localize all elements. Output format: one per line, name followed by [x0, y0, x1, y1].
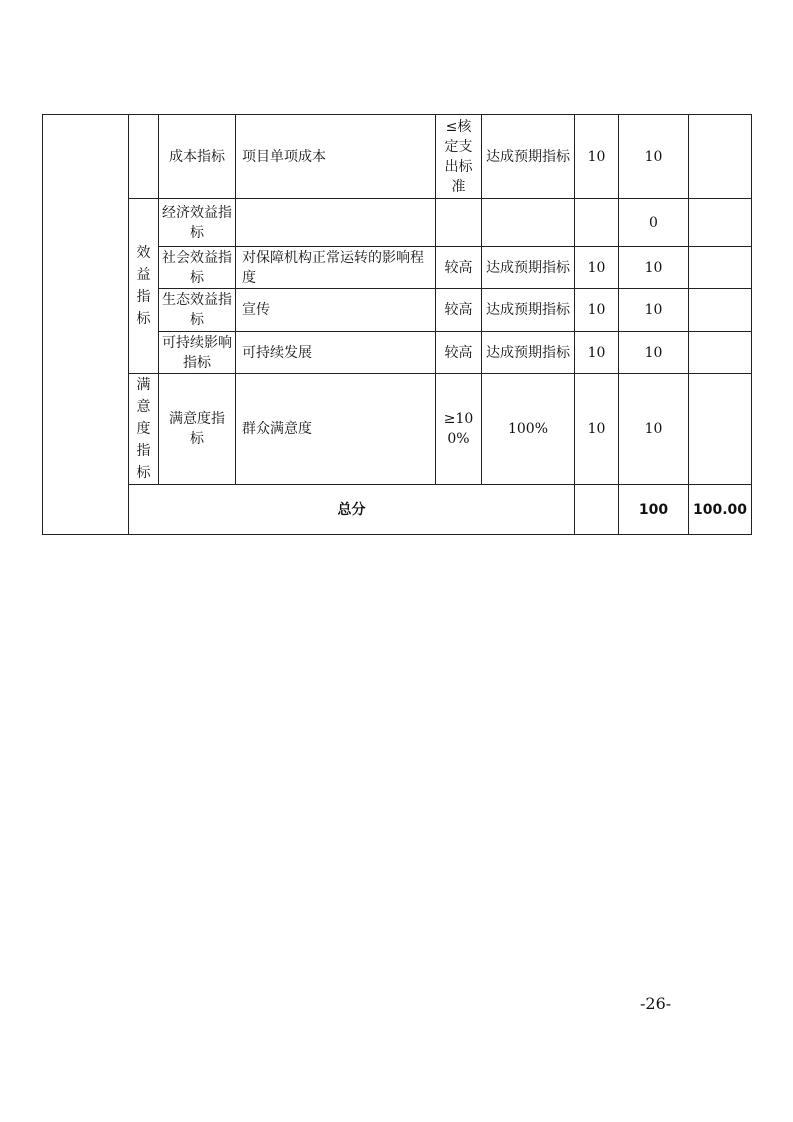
sustainable-target: 较高 [436, 332, 482, 374]
social-score: 10 [619, 247, 689, 289]
outer-group-cell [43, 115, 129, 535]
economic-category: 经济效益指标 [159, 199, 236, 247]
ecological-score: 10 [619, 289, 689, 332]
satisfaction-indicator: 群众满意度 [236, 374, 436, 485]
cost-note [689, 115, 752, 199]
performance-table [42, 114, 752, 535]
sustainable-indicator: 可持续发展 [236, 332, 436, 374]
ecological-actual: 达成预期指标 [482, 289, 575, 332]
satisfaction-actual: 100% [482, 374, 575, 485]
ecological-weight: 10 [575, 289, 619, 332]
ecological-category: 生态效益指标 [159, 289, 236, 332]
social-category: 社会效益指标 [159, 247, 236, 289]
social-note [689, 247, 752, 289]
social-actual: 达成预期指标 [482, 247, 575, 289]
table-row-satisfaction [43, 374, 752, 485]
satisfaction-note [689, 374, 752, 485]
sustainable-category: 可持续影响指标 [159, 332, 236, 374]
benefit-group-label: 效益指标 [129, 199, 159, 374]
cost-target: ≤核定支出标准 [436, 115, 482, 199]
economic-note [689, 199, 752, 247]
cost-category: 成本指标 [159, 115, 236, 199]
cost-actual: 达成预期指标 [482, 115, 575, 199]
economic-score: 0 [619, 199, 689, 247]
ecological-indicator: 宣传 [236, 289, 436, 332]
satisfaction-target: ≥100% [436, 374, 482, 485]
social-indicator: 对保障机构正常运转的影响程度 [236, 247, 436, 289]
cost-score: 10 [619, 115, 689, 199]
economic-actual [482, 199, 575, 247]
total-label: 总分 [129, 485, 575, 535]
sustainable-weight: 10 [575, 332, 619, 374]
table-row-economic [43, 199, 752, 247]
total-score: 100.00 [689, 485, 752, 535]
economic-target [436, 199, 482, 247]
total-weight: 100 [619, 485, 689, 535]
cost-indicator: 项目单项成本 [236, 115, 436, 199]
social-target: 较高 [436, 247, 482, 289]
satisfaction-score: 10 [619, 374, 689, 485]
ecological-target: 较高 [436, 289, 482, 332]
satisfaction-category: 满意度指标 [159, 374, 236, 485]
satisfaction-group-label: 满意度指标 [129, 374, 159, 485]
cost-weight: 10 [575, 115, 619, 199]
economic-weight [575, 199, 619, 247]
table-row-total [43, 485, 752, 535]
satisfaction-weight: 10 [575, 374, 619, 485]
sustainable-score: 10 [619, 332, 689, 374]
social-weight: 10 [575, 247, 619, 289]
page-number: -26- [640, 994, 672, 1013]
group-cell-empty [129, 115, 159, 199]
economic-indicator [236, 199, 436, 247]
ecological-note [689, 289, 752, 332]
total-empty [575, 485, 619, 535]
sustainable-actual: 达成预期指标 [482, 332, 575, 374]
table-row-cost [43, 115, 752, 199]
sustainable-note [689, 332, 752, 374]
